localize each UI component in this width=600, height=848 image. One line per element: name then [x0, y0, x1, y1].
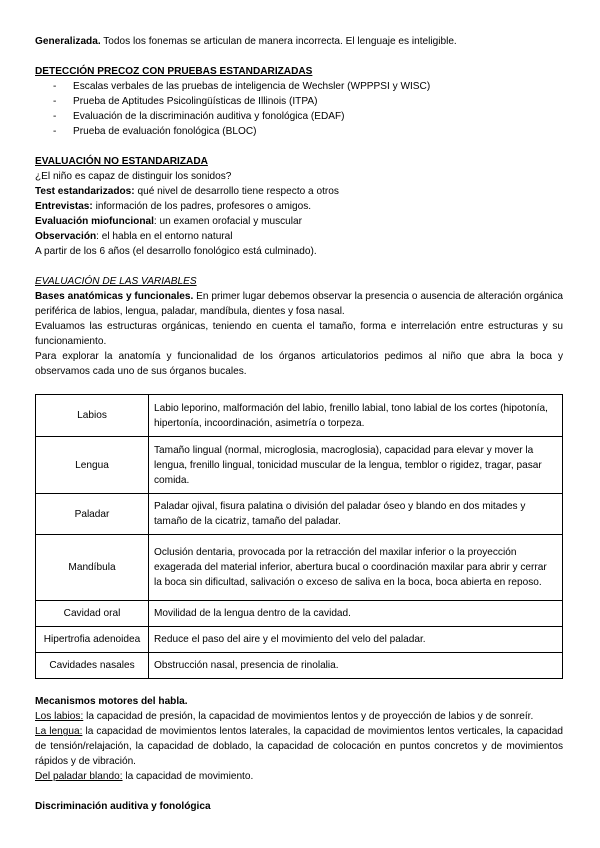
- table-row: [36, 494, 563, 535]
- table-row: [36, 535, 563, 601]
- variables-paragraph-2: Evaluamos las estructuras orgánicas, teniendo en cuenta el tamaño, forma e interrelación entre estructuras y su funcionamiento.: [35, 321, 563, 347]
- table-row: [36, 437, 563, 494]
- mecanismos-item-text: la capacidad de presión, la capacidad de movimientos lentos y de proyección de labios y de sonreír.: [83, 711, 534, 722]
- eval-line-text: información de los padres, profesores o amigos.: [92, 201, 312, 212]
- eval-line: [35, 184, 563, 199]
- variables-bases-text: En primer lugar debemos observar la presencia o ausencia de alteración orgánica periférica de labios, lengua, paladar, mandíbula, dientes y fosa nasal.: [35, 291, 563, 317]
- table-row: [36, 627, 563, 653]
- eval-line-text: : el habla en el entorno natural: [96, 231, 233, 242]
- eval-line: [35, 199, 563, 214]
- table-cell-organ: Cavidades nasales: [36, 653, 149, 679]
- organs-table: [35, 394, 563, 679]
- list-item: - Evaluación de la discriminación auditiva y fonológica (EDAF): [53, 109, 563, 124]
- list-item: - Prueba de evaluación fonológica (BLOC): [53, 124, 563, 139]
- table-cell-desc: Movilidad de la lengua dentro de la cavidad.: [149, 601, 563, 627]
- eval-line-term: Entrevistas:: [35, 201, 93, 212]
- mecanismos-heading-text: Mecanismos motores del habla.: [35, 696, 188, 707]
- mecanismos-item-term: La lengua:: [35, 726, 83, 737]
- deteccion-heading: DETECCIÓN PRECOZ CON PRUEBAS ESTANDARIZADAS: [35, 66, 313, 77]
- table-cell-organ: Cavidad oral: [36, 601, 149, 627]
- variables-bases-paragraph: [35, 289, 563, 319]
- variables-bases-term: Bases anatómicas y funcionales.: [35, 291, 194, 302]
- table-cell-desc: Paladar ojival, fisura palatina o división del paladar óseo y blando en dos mitades y tamaño de la cicatriz, tamaño del paladar.: [149, 494, 563, 535]
- no-estandarizada-question: ¿El niño es capaz de distinguir los sonidos?: [35, 171, 232, 182]
- intro-text: Todos los fonemas se articulan de manera incorrecta. El lenguaje es inteligible.: [100, 36, 457, 47]
- mecanismos-heading: [35, 694, 563, 709]
- table-cell-organ: Hipertrofia adenoidea: [36, 627, 149, 653]
- table-cell-organ: Labios: [36, 395, 149, 437]
- table-row: [36, 601, 563, 627]
- mecanismos-item-text: la capacidad de movimiento.: [122, 771, 254, 782]
- eval-line-term: Test estandarizados:: [35, 186, 135, 197]
- no-estandarizada-note: A partir de los 6 años (el desarrollo fonológico está culminado).: [35, 246, 317, 257]
- table-row: [36, 653, 563, 679]
- mecanismos-item: [35, 769, 563, 784]
- table-cell-desc: Obstrucción nasal, presencia de rinolalia.: [149, 653, 563, 679]
- table-cell-desc: Tamaño lingual (normal, microglosia, macroglosia), capacidad para elevar y mover la lengua, frenillo lingual, tonicidad muscular de la lengua, temblor o rigidez, tragar, pasar comida.: [149, 437, 563, 494]
- mecanismos-item-term: Del paladar blando:: [35, 771, 123, 782]
- table-row: [36, 395, 563, 437]
- no-estandarizada-heading: EVALUACIÓN NO ESTANDARIZADA: [35, 156, 208, 167]
- eval-line-text: : un examen orofacial y muscular: [153, 216, 303, 227]
- deteccion-list: [35, 79, 563, 139]
- discriminacion-heading: [35, 799, 563, 814]
- table-cell-desc: Oclusión dentaria, provocada por la retracción del maxilar inferior o la proyección exagerada del material inferior, abertura bucal o coordinación maxilar para abrir y cerrar la boca sin dificultad, salivación o exceso de saliva en la boca, boca abierta en reposo.: [149, 535, 563, 601]
- table-cell-desc: Labio leporino, malformación del labio, frenillo labial, tono labial de los cortes (hipotonía, hipertonía, incoordinación, asimetría o torpeza.: [149, 395, 563, 437]
- eval-line: [35, 229, 563, 244]
- eval-line-term: Observación: [35, 231, 97, 242]
- intro-paragraph: [35, 34, 563, 49]
- variables-heading: EVALUACIÓN DE LAS VARIABLES: [35, 276, 197, 287]
- list-item: - Escalas verbales de las pruebas de inteligencia de Wechsler (WPPPSI y WISC): [53, 79, 563, 94]
- eval-line: [35, 214, 563, 229]
- table-cell-desc: Reduce el paso del aire y el movimiento del velo del paladar.: [149, 627, 563, 653]
- list-item: - Prueba de Aptitudes Psicolingüísticas de Illinois (ITPA): [53, 94, 563, 109]
- intro-term: Generalizada.: [35, 36, 101, 47]
- mecanismos-item: [35, 724, 563, 769]
- document-page: [35, 34, 563, 814]
- eval-line-term: Evaluación miofuncional: [35, 216, 154, 227]
- eval-line-text: qué nivel de desarrollo tiene respecto a otros: [134, 186, 339, 197]
- variables-paragraph-3: Para explorar la anatomía y funcionalidad de los órganos articulatorios pedimos al niño que abra la boca y observamos cada uno de sus órganos bucales.: [35, 351, 563, 377]
- mecanismos-item: [35, 709, 563, 724]
- table-cell-organ: Mandíbula: [36, 535, 149, 601]
- table-cell-organ: Paladar: [36, 494, 149, 535]
- mecanismos-item-term: Los labios:: [35, 711, 84, 722]
- discriminacion-heading-text: Discriminación auditiva y fonológica: [35, 801, 211, 812]
- mecanismos-item-text: la capacidad de movimientos lentos laterales, la capacidad de movimientos lentos verticales, la capacidad de tensión/relajación, la capacidad de doblado, la capacidad de colocación en puntos concretos y de movimientos rápidos y de vibración.: [35, 726, 563, 767]
- table-cell-organ: Lengua: [36, 437, 149, 494]
